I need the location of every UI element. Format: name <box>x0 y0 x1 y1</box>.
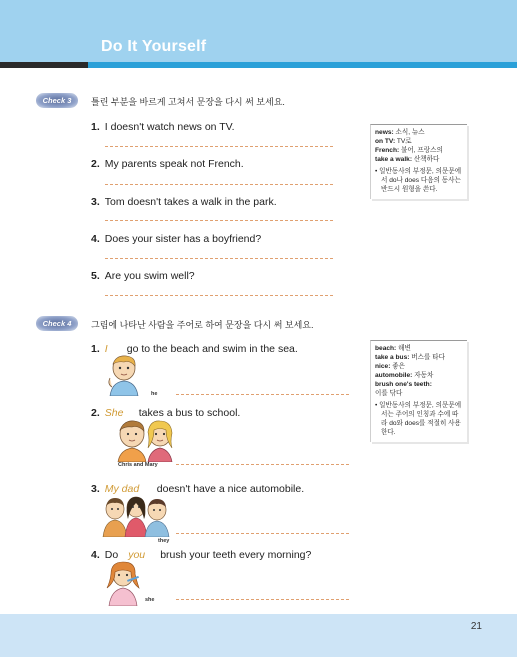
vocab-term: news: <box>375 129 394 136</box>
vocab-meaning: 불어, 프랑스의 <box>399 147 443 154</box>
item-text: Does your sister has a boyfriend? <box>104 233 262 245</box>
family-illustration <box>101 495 171 537</box>
vocab-line <box>375 344 463 353</box>
vocab-line <box>375 362 463 371</box>
vocab-meaning: TV로 <box>395 138 412 145</box>
item-number: 3. <box>91 196 100 208</box>
page-footer <box>0 614 517 657</box>
check4-instruction: 그림에 나타난 사람을 주어로 하여 문장을 다시 써 보세요. <box>91 320 314 330</box>
item-prefix: Do <box>104 549 119 561</box>
grammar-tip: • 일반동사의 부정문, 의문문에서 do나 does 다음의 동사는 반드시 원형을 쓴다. <box>375 168 462 193</box>
item-number: 5. <box>91 270 100 282</box>
check3-instruction: 틀린 부분을 바르게 고쳐서 문장을 다시 써 보세요. <box>91 97 285 107</box>
item-text: My parents speak not French. <box>104 158 244 170</box>
item-text: go to the beach and swim in the sea. <box>126 343 298 355</box>
answer-line[interactable] <box>105 184 333 185</box>
check3-item-5 <box>91 270 195 282</box>
check4-badge: Check 4 <box>36 316 78 331</box>
vocab-term: take a bus: <box>375 354 410 361</box>
answer-line[interactable] <box>176 599 349 600</box>
vocab-line <box>375 155 463 164</box>
vocab-meaning: 자동차 <box>412 372 434 379</box>
children-illustration <box>114 418 180 462</box>
answer-line[interactable] <box>105 146 333 147</box>
check3-item-4 <box>91 233 261 245</box>
vocab-term: French: <box>375 147 400 154</box>
vocab-meaning: 이를 닦다 <box>375 390 403 397</box>
check3-item-2 <box>91 158 244 170</box>
vocab-meaning: 버스를 타다 <box>409 354 445 361</box>
check3-item-1 <box>91 121 235 133</box>
vocab-line <box>375 353 463 362</box>
figure-label: Chris and Mary <box>118 462 158 468</box>
header-rule-blue <box>88 62 517 68</box>
vocab-meaning: 좋은 <box>390 363 405 370</box>
vocab-term: automobile: <box>375 372 413 379</box>
vocab-term: on TV: <box>375 138 396 145</box>
figure-label: they <box>158 538 170 544</box>
subject-answer: She <box>104 407 124 419</box>
vocab-meaning: 소식, 뉴스 <box>393 129 425 136</box>
item-number: 1. <box>91 343 100 355</box>
header-rule-dark <box>0 62 88 68</box>
vocab-term: beach: <box>375 345 397 352</box>
item-number: 4. <box>91 549 100 561</box>
vocab-term: brush one's teeth: <box>375 381 432 388</box>
answer-line[interactable] <box>176 394 349 395</box>
vocab-line <box>375 137 463 146</box>
answer-line[interactable] <box>105 295 333 296</box>
answer-line[interactable] <box>176 464 349 465</box>
figure-label: he <box>151 391 158 397</box>
item-number: 4. <box>91 233 100 245</box>
vocab-line <box>375 128 463 137</box>
item-text: I doesn't watch news on TV. <box>104 121 235 133</box>
page-number: 21 <box>470 621 482 632</box>
check4-vocab-note <box>370 340 467 442</box>
vocab-line <box>375 371 463 380</box>
item-text: Tom doesn't takes a walk in the park. <box>104 196 277 208</box>
item-number: 2. <box>91 407 100 419</box>
check3-item-3 <box>91 196 277 208</box>
grammar-tip: • 일반동사의 부정문, 의문문에서는 주어의 인칭과 수에 따라 do와 does를 적절히 사용한다. <box>375 402 462 436</box>
check4-item-3 <box>91 483 304 495</box>
header-banner <box>0 0 517 62</box>
item-text: doesn't have a nice automobile. <box>156 483 305 495</box>
item-text: takes a bus to school. <box>138 407 241 419</box>
vocab-term: take a walk: <box>375 156 413 163</box>
girl-illustration <box>101 560 147 606</box>
vocab-line <box>375 146 463 155</box>
figure-label: she <box>145 597 155 603</box>
item-text: Are you swim well? <box>104 270 195 282</box>
vocab-meaning: 산책하다 <box>412 156 440 163</box>
answer-line[interactable] <box>176 533 349 534</box>
check3-badge: Check 3 <box>36 93 78 108</box>
vocab-line <box>375 389 463 398</box>
item-number: 1. <box>91 121 100 133</box>
vocab-meaning: 해변 <box>396 345 411 352</box>
answer-line[interactable] <box>105 258 333 259</box>
subject-answer: you <box>128 549 146 561</box>
answer-line[interactable] <box>105 220 333 221</box>
item-number: 3. <box>91 483 100 495</box>
vocab-line <box>375 380 463 389</box>
vocab-term: nice: <box>375 363 391 370</box>
item-text: brush your teeth every morning? <box>160 549 312 561</box>
check3-vocab-note <box>370 124 467 199</box>
subject-answer: I <box>104 343 108 355</box>
item-number: 2. <box>91 158 100 170</box>
page-title: Do It Yourself <box>101 38 207 55</box>
boy-illustration <box>104 354 150 396</box>
subject-answer: My dad <box>104 483 140 495</box>
